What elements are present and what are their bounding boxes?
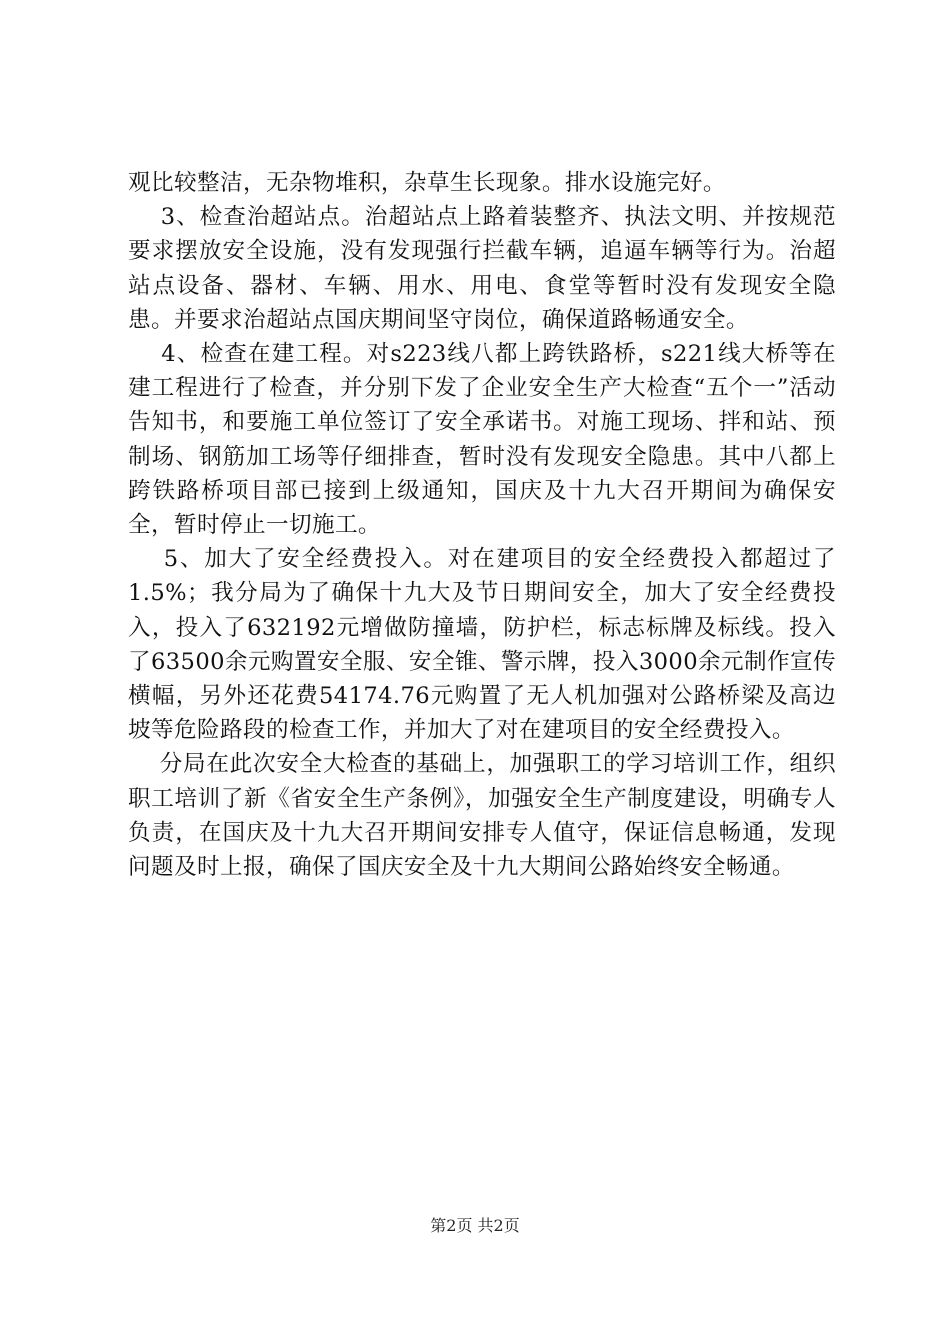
paragraph-summary: 分局在此次安全大检查的基础上，加强职工的学习培训工作，组织职工培训了新《省安全生产条例》，加强安全生产制度建设，明确专人负责，在国庆及十九大召开期间安排专人值守，保证信息畅通，发现问题及时上报，确保了国庆安全及十九大期间公路始终安全畅通。 bbox=[128, 751, 836, 881]
paragraph-item-3: 3、检查治超站点。治超站点上路着装整齐、执法文明、并按规范要求摆放安全设施，没有发现强行拦截车辆，追逼车辆等行为。治超站点设备、器材、车辆、用水、用电、食堂等暂时没有发现安全隐患。并要求治超站点国庆期间坚守岗位，确保道路畅通安全。 bbox=[128, 204, 836, 333]
document-body bbox=[128, 166, 836, 884]
paragraph-continuation: 观比较整洁，无杂物堆积，杂草生长现象。排水设施完好。 bbox=[128, 170, 726, 196]
paragraph-item-5: 5、加大了安全经费投入。对在建项目的安全经费投入都超过了1.5%；我分局为了确保十九大及节日期间安全，加大了安全经费投入，投入了632192元增做防撞墙，防护栏，标志标牌及标线。投入了63500余元购置安全服、安全锥、警示牌，投入3000余元制作宣传横幅，另外还花费54174.76元购置了无人机加强对公路桥梁及高边坡等危险路段的检查工作，并加大了对在建项目的安全经费投入。 bbox=[128, 546, 837, 744]
page-number-footer: 第2页 共2页 bbox=[430, 1216, 520, 1235]
paragraph-item-4: 4、检查在建工程。对s223线八都上跨铁路桥，s221线大桥等在建工程进行了检查，并分别下发了企业安全生产大检查“五个一”活动告知书，和要施工单位签订了安全承诺书。对施工现场、拌和站、预制场、钢筋加工场等仔细排查，暂时没有发现安全隐患。其中八都上跨铁路桥项目部已接到上级通知，国庆及十九大召开期间为确保安全，暂时停止一切施工。 bbox=[128, 341, 836, 539]
